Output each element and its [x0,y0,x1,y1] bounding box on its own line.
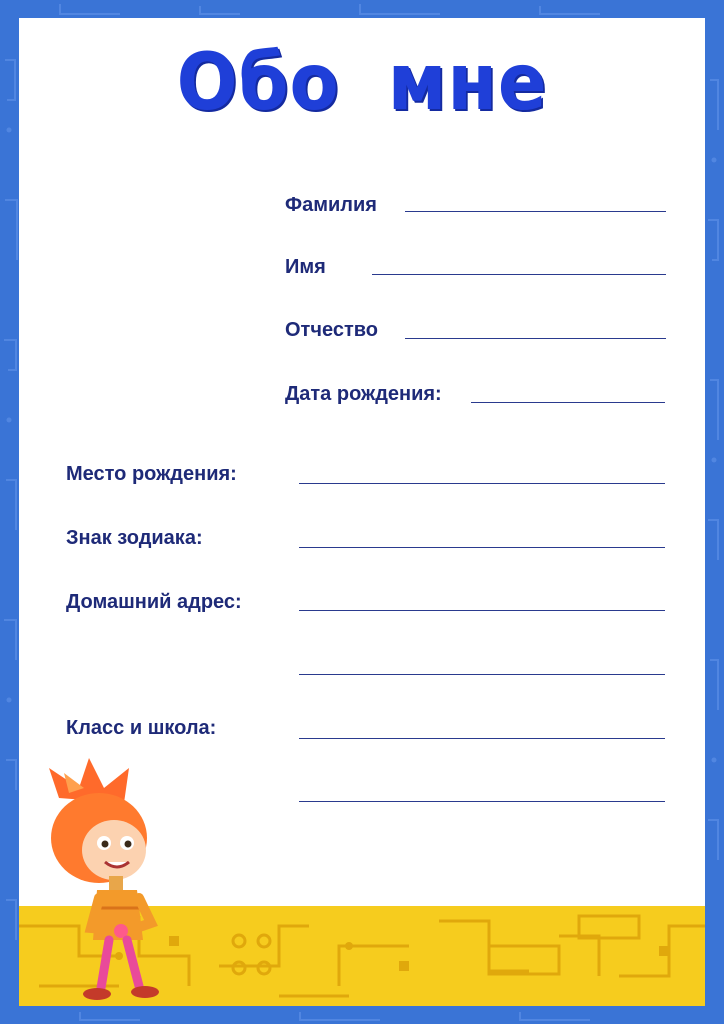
birth-date-label: Дата рождения: [285,383,442,405]
surname-label: Фамилия [285,194,377,216]
birth-place-line[interactable] [299,483,665,484]
class-school-line-2[interactable] [299,801,665,802]
address-line-1[interactable] [299,610,665,611]
form-sheet [19,18,705,1006]
class-school-line-1[interactable] [299,738,665,739]
birth-date-line[interactable] [471,402,665,403]
patronymic-line[interactable] [405,338,666,339]
address-line-2[interactable] [299,674,665,675]
name-line[interactable] [372,274,666,275]
zodiac-line[interactable] [299,547,665,548]
class-school-label: Класс и школа: [66,717,217,739]
name-label: Имя [285,256,326,278]
zodiac-label: Знак зодиака: [66,527,203,549]
address-label: Домашний адрес: [66,591,242,613]
patronymic-label: Отчество [285,319,378,341]
page-title: Обо мне [176,38,548,128]
surname-line[interactable] [405,211,666,212]
birth-place-label: Место рождения: [66,463,237,485]
cartoon-character-icon [29,758,189,1006]
